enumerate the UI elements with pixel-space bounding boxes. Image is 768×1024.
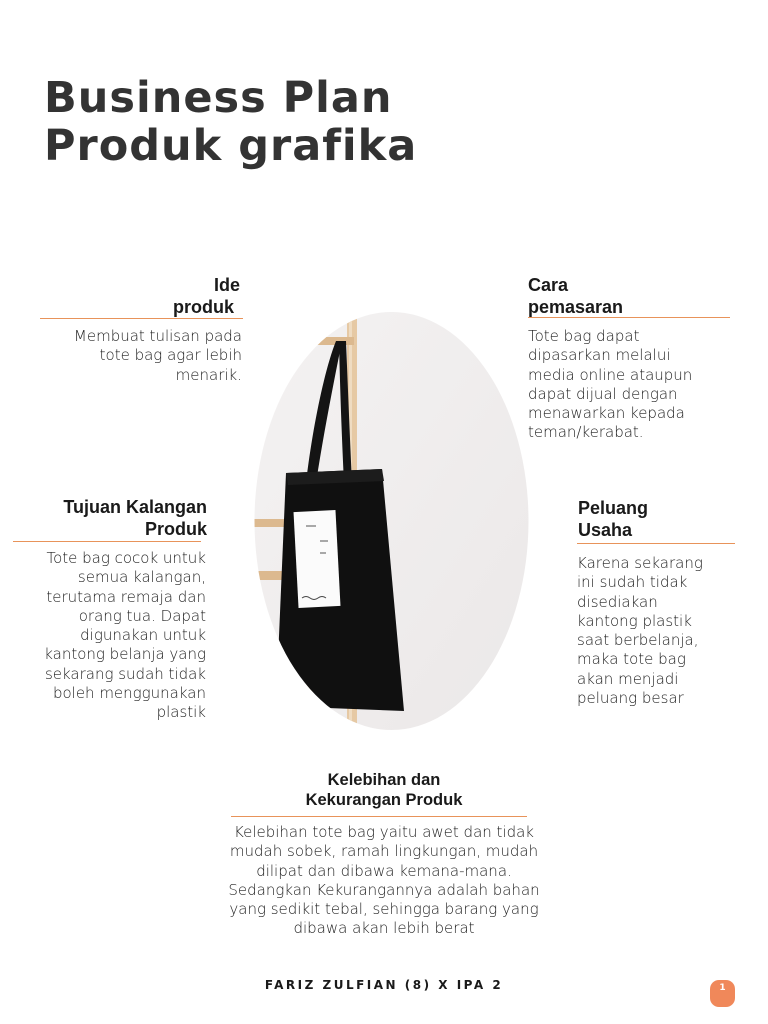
- kelebihan-heading-line: Kekurangan Produk: [305, 791, 463, 809]
- text-line: menarik.: [175, 365, 242, 384]
- text-line: yang sedikit tebal, sehingga barang yang: [229, 900, 539, 919]
- text-line: dibawa akan lebih berat: [293, 919, 475, 938]
- text-line: mudah sobek, ramah lingkungan, mudah: [229, 842, 539, 861]
- tujuan-kalangan-text: [6, 549, 206, 723]
- ide-produk-text: [20, 327, 242, 385]
- text-line: dipasarkan melalui: [528, 346, 671, 365]
- text-line: dapat dijual dengan: [528, 384, 678, 403]
- pemasaran-heading-line: pemasaran: [528, 297, 624, 317]
- tujuan-kalangan-divider: [13, 541, 201, 542]
- title-line-1: Business Plan: [44, 73, 393, 123]
- peluang-heading-line: Usaha: [578, 520, 633, 540]
- tujuan-kalangan-heading: [10, 496, 207, 540]
- text-line: peluang besar: [577, 689, 684, 708]
- text-line: dilipat dan dibawa kemana-mana.: [256, 861, 512, 880]
- kelebihan-kekurangan-text: [180, 823, 588, 939]
- cara-pemasaran-divider: [528, 317, 730, 318]
- author-footer: FARIZ ZULFIAN (8) X IPA 2: [264, 978, 504, 992]
- pemasaran-heading-line: Cara: [528, 275, 569, 295]
- text-line: teman/kerabat.: [528, 423, 644, 442]
- text-line: orang tua. Dapat: [78, 606, 206, 625]
- peluang-usaha-text: [577, 554, 762, 708]
- text-line: Membuat tulisan pada: [73, 327, 242, 345]
- text-line: menawarkan kepada: [528, 404, 685, 423]
- cara-pemasaran-text: [528, 327, 758, 443]
- text-line: Tote bag cocok untuk: [46, 549, 206, 567]
- kelebihan-heading-line: Kelebihan dan: [327, 771, 441, 789]
- cara-pemasaran-heading: [528, 274, 748, 318]
- text-line: Tote bag dapat: [528, 327, 640, 345]
- text-line: Karena sekarang: [577, 554, 703, 572]
- text-line: saat berbelanja,: [577, 631, 699, 650]
- text-line: digunakan untuk: [80, 626, 206, 645]
- ide-produk-heading: [40, 274, 240, 318]
- tujuan-heading-line: Tujuan Kalangan: [63, 497, 207, 517]
- peluang-heading-line: Peluang: [578, 498, 649, 518]
- text-line: maka tote bag: [577, 650, 686, 669]
- page-number-badge: 1: [710, 980, 735, 1007]
- text-line: Kelebihan tote bag yaitu awet dan tidak: [234, 823, 534, 841]
- text-line: ini sudah tidak: [577, 573, 688, 592]
- kelebihan-kekurangan-divider: [231, 816, 527, 817]
- text-line: Sedangkan Kekurangannya adalah bahan: [228, 880, 540, 899]
- ide-produk-divider: [40, 318, 243, 319]
- text-line: plastik: [156, 703, 206, 722]
- tote-bag-photo: [254, 311, 529, 731]
- text-line: disediakan: [577, 592, 658, 611]
- text-line: sekarang sudah tidak: [44, 664, 206, 683]
- text-line: media online ataupun: [528, 365, 693, 384]
- text-line: akan menjadi: [577, 669, 679, 688]
- text-line: semua kalangan,: [77, 568, 206, 587]
- ide-heading-line: produk: [173, 297, 234, 317]
- tujuan-heading-line: Produk: [144, 519, 207, 539]
- peluang-usaha-divider: [577, 543, 735, 544]
- text-line: tote bag agar lebih: [99, 346, 242, 365]
- text-line: terutama remaja dan: [46, 587, 206, 606]
- kelebihan-kekurangan-heading: [230, 770, 538, 810]
- title-line-2: Produk grafika: [44, 121, 418, 171]
- text-line: boleh menggunakan: [52, 684, 206, 703]
- text-line: kantong belanja yang: [44, 645, 206, 664]
- document-title: [44, 74, 417, 170]
- ide-heading-line: Ide: [213, 275, 240, 295]
- peluang-usaha-heading: [578, 497, 748, 541]
- text-line: kantong plastik: [577, 611, 692, 630]
